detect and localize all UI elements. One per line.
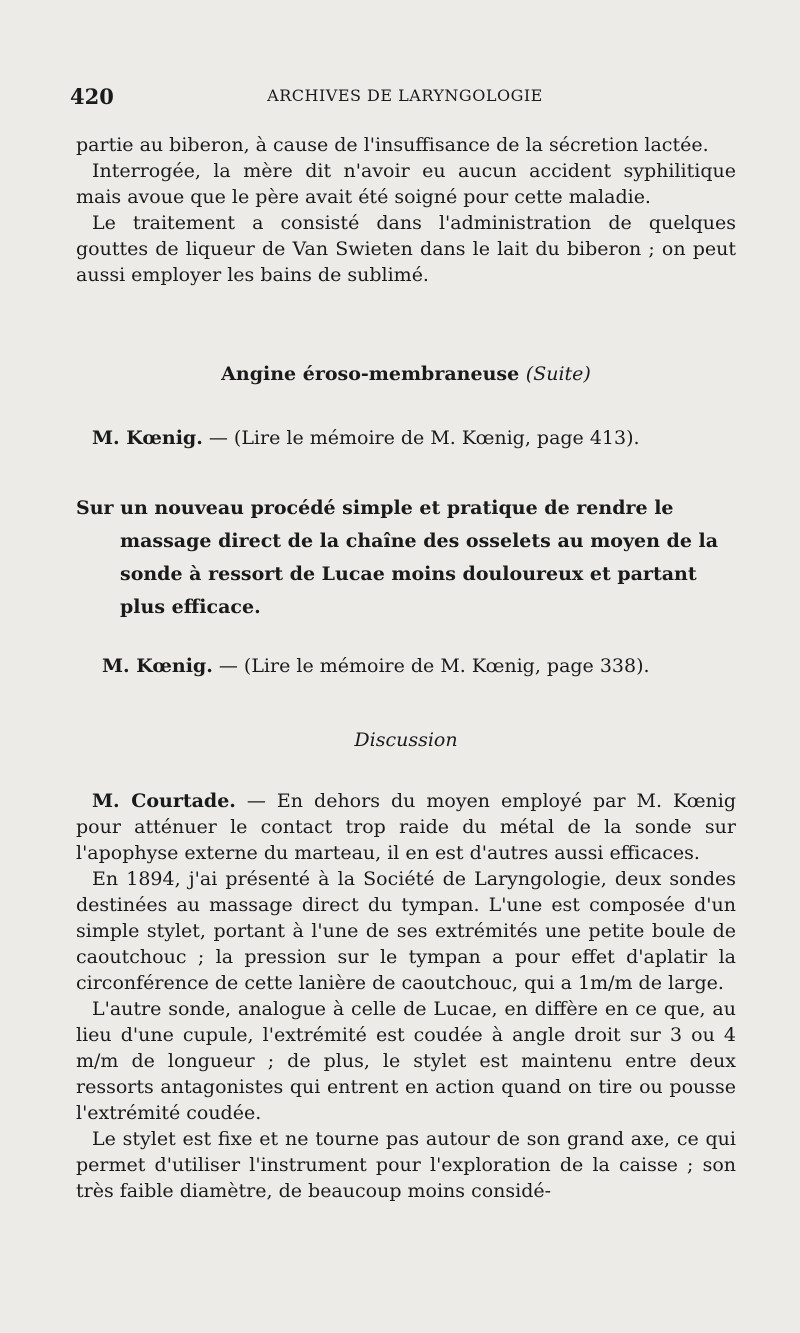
journal-title: ARCHIVES DE LARYNGOLOGIE [267,86,543,105]
section-heading-angine [76,363,736,385]
discussion-text [76,788,736,1204]
speaker-name: M. Courtade. [92,790,236,812]
memoire-text: — (Lire le mémoire de M. Kœnig, page 338). [212,655,650,677]
memoire-reference-1 [76,427,752,449]
title-line: sonde à ressort de Lucae moins douloureux et partant [120,563,697,585]
memoire-text: — (Lire le mémoire de M. Kœnig, page 413). [202,427,640,449]
section-title-massage [76,492,736,624]
title-line: massage direct de la chaîne des osselets au moyen de la [120,530,719,552]
memoire-reference-2 [76,655,762,677]
title-line: Sur un nouveau procédé simple et pratique de rendre le [76,497,674,519]
running-header [70,84,740,112]
paragraph: En 1894, j'ai présenté à la Société de Laryngologie, deux sondes destinées au massage direct du tympan. L'une est composée d'un simple stylet, portant à l'une de ses extrémités une petite boule de caoutchouc ; la pression sur le tympan a pour effet d'aplatir la circonférence de cette lanière de caoutchouc, qui a 1m/m de large. [76,868,736,994]
section-heading-text: Angine éroso-membraneuse [221,363,520,385]
paragraph: Le stylet est fixe et ne tourne pas autour de son grand axe, ce qui permet d'utiliser l'instrument pour l'exploration de la caisse ; son très faible diamètre, de beaucoup moins considé- [76,1128,736,1202]
paragraph-text: — En dehors du moyen employé par M. Kœnig pour atténuer le contact trop raide du métal de la sonde sur l'apophyse externe du marteau, il en est d'autres aussi efficaces. [76,790,736,864]
speaker-name: M. Kœnig. [92,427,203,449]
paragraph: L'autre sonde, analogue à celle de Lucae, en diffère en ce que, au lieu d'une cupule, l'extrémité est coudée à angle droit sur 3 ou 4 m/m de longueur ; de plus, le stylet est maintenu entre deux ressorts antagonistes qui entrent en action quand on tire ou pousse l'extrémité coudée. [76,998,736,1124]
intro-text [76,132,736,288]
paragraph: Le traitement a consisté dans l'administration de quelques gouttes de liqueur de Van Swieten dans le lait du biberon ; on peut aussi employer les bains de sublimé. [76,212,736,286]
paragraph [76,788,736,866]
discussion-heading: Discussion [354,729,458,751]
title-line: plus efficace. [120,596,261,618]
paragraph: partie au biberon, à cause de l'insuffisance de la sécretion lactée. [76,134,709,156]
page-number: 420 [70,84,114,109]
section-heading-suffix: (Suite) [525,363,591,385]
paragraph: Interrogée, la mère dit n'avoir eu aucun accident syphilitique mais avoue que le père avait été soigné pour cette maladie. [76,160,736,208]
speaker-name: M. Kœnig. [102,655,213,677]
